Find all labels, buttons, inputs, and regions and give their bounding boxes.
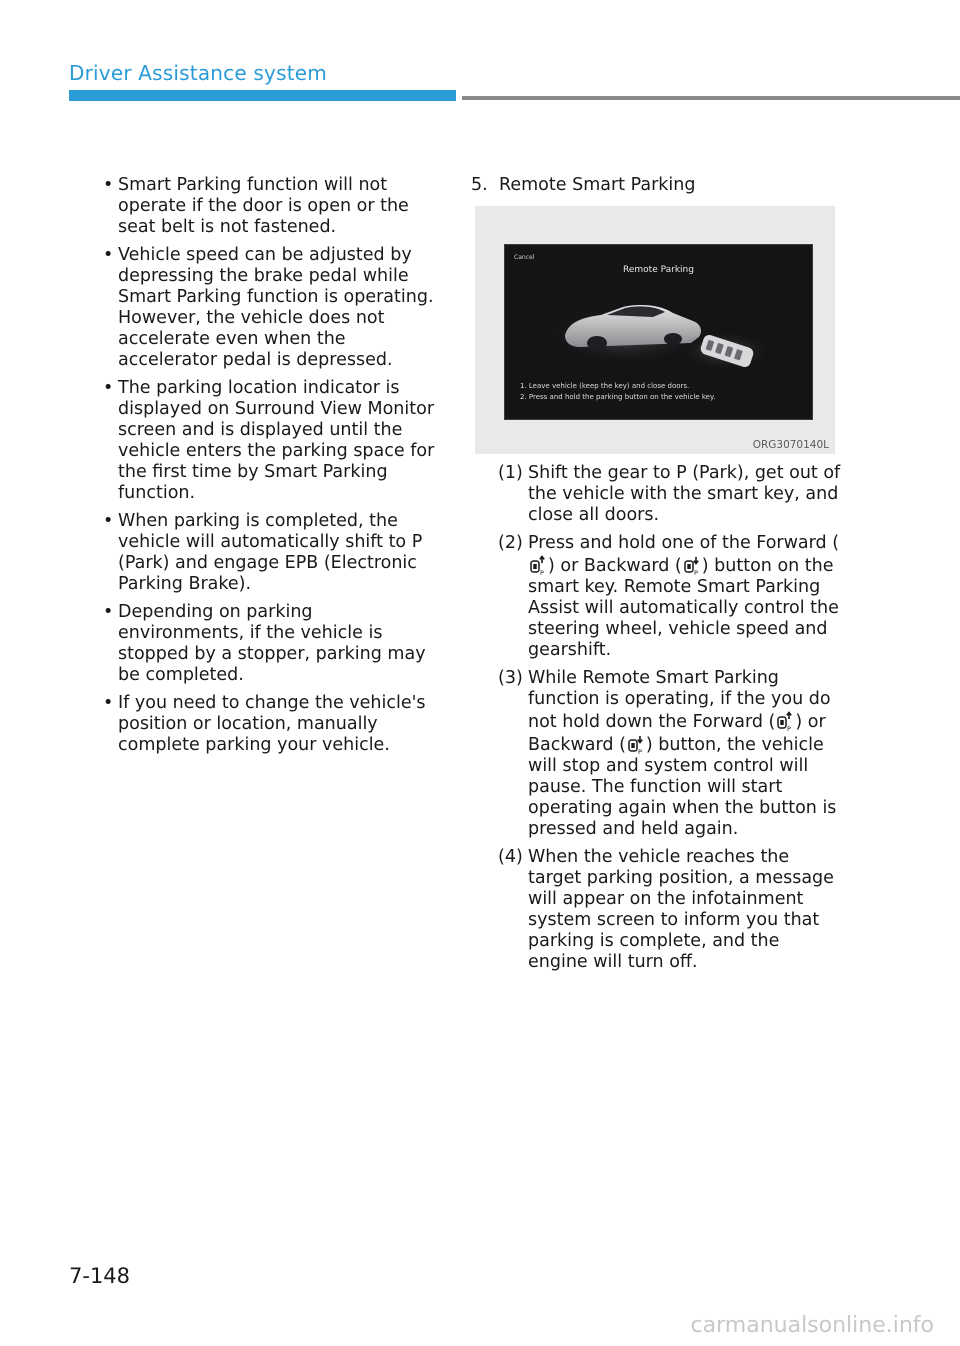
step-text-part: ) button, the vehicle will stop and system control will pause. The function will start operating again when the button is pressed and held again. bbox=[528, 735, 837, 839]
svg-text:P: P bbox=[787, 725, 792, 732]
screen-title: Remote Parking bbox=[623, 265, 694, 275]
remote-parking-figure bbox=[475, 206, 835, 454]
step-text-part: ) or Backward ( bbox=[548, 556, 682, 576]
bullet-item: • When parking is completed, the vehicle will automatically shift to P (Park) and engage EPB (Electronic Parking Brake). bbox=[100, 511, 440, 595]
step-item bbox=[471, 533, 841, 661]
bullet-item: • Depending on parking environments, if the vehicle is stopped by a stopper, parking may be completed. bbox=[100, 602, 440, 686]
section-header-title: Driver Assistance system bbox=[69, 61, 327, 85]
backward-button-icon bbox=[627, 733, 645, 755]
section-number: 5. bbox=[471, 175, 488, 195]
header-rule-accent bbox=[69, 90, 456, 101]
step-list bbox=[471, 463, 841, 973]
section-heading bbox=[471, 175, 841, 196]
step-number: (4) bbox=[498, 847, 523, 867]
step-number: (3) bbox=[498, 668, 523, 688]
infotainment-screen-image bbox=[504, 244, 813, 420]
step-number: (2) bbox=[498, 533, 523, 553]
bullet-item: • Smart Parking function will not operate if the door is open or the seat belt is not fastened. bbox=[100, 175, 440, 238]
bullet-list bbox=[100, 175, 440, 756]
page-number: 7-148 bbox=[69, 1264, 131, 1288]
screen-cancel-label: Cancel bbox=[514, 254, 535, 261]
forward-button-icon bbox=[529, 554, 547, 576]
step-text: Shift the gear to P (Park), get out of the vehicle with the smart key, and close all doors. bbox=[528, 463, 841, 525]
car-and-key-illustration bbox=[545, 277, 775, 377]
step-text-part: ) button on the smart key. Remote Smart Parking Assist will automatically control the steering wheel, vehicle speed and gearshift. bbox=[528, 556, 839, 660]
svg-text:P: P bbox=[693, 569, 698, 576]
step-text-part: While Remote Smart Parking function is operating, if the you do not hold down the Forward ( bbox=[528, 668, 831, 732]
figure-code: ORG3070140L bbox=[752, 439, 829, 451]
step-text-part: ) or Backward ( bbox=[528, 712, 826, 755]
screen-instruction-2: 2. Press and hold the parking button on the vehicle key. bbox=[520, 393, 716, 401]
step-text-part: Press and hold one of the Forward ( bbox=[528, 533, 840, 553]
svg-text:P: P bbox=[540, 569, 544, 576]
left-column bbox=[100, 175, 440, 763]
step-number: (1) bbox=[498, 463, 523, 483]
bullet-item: • Vehicle speed can be adjusted by depressing the brake pedal while Smart Parking function is operating. However, the vehicle does not accelerate even when the accelerator pedal is depressed. bbox=[100, 245, 440, 371]
header-rule-gray bbox=[462, 96, 960, 100]
step-item bbox=[471, 668, 841, 840]
svg-text:P: P bbox=[637, 748, 642, 755]
bullet-item: • The parking location indicator is displayed on Surround View Monitor screen and is displayed until the vehicle enters the parking space for the first time by Smart Parking function. bbox=[100, 378, 440, 504]
section-title: Remote Smart Parking bbox=[499, 175, 696, 195]
step-item bbox=[471, 847, 841, 973]
step-text: When the vehicle reaches the target parking position, a message will appear on the infotainment system screen to inform you that parking is complete, and the engine will turn off. bbox=[528, 847, 834, 972]
bullet-item: • If you need to change the vehicle's position or location, manually complete parking your vehicle. bbox=[100, 693, 440, 756]
step-item bbox=[471, 463, 841, 526]
right-column bbox=[471, 175, 841, 980]
screen-instruction-1: 1. Leave vehicle (keep the key) and close doors. bbox=[520, 382, 690, 390]
backward-button-icon bbox=[683, 554, 701, 576]
forward-button-icon bbox=[776, 710, 794, 732]
screen-instructions bbox=[520, 381, 715, 403]
watermark-link[interactable]: carmanualsonline.info bbox=[690, 1313, 934, 1338]
